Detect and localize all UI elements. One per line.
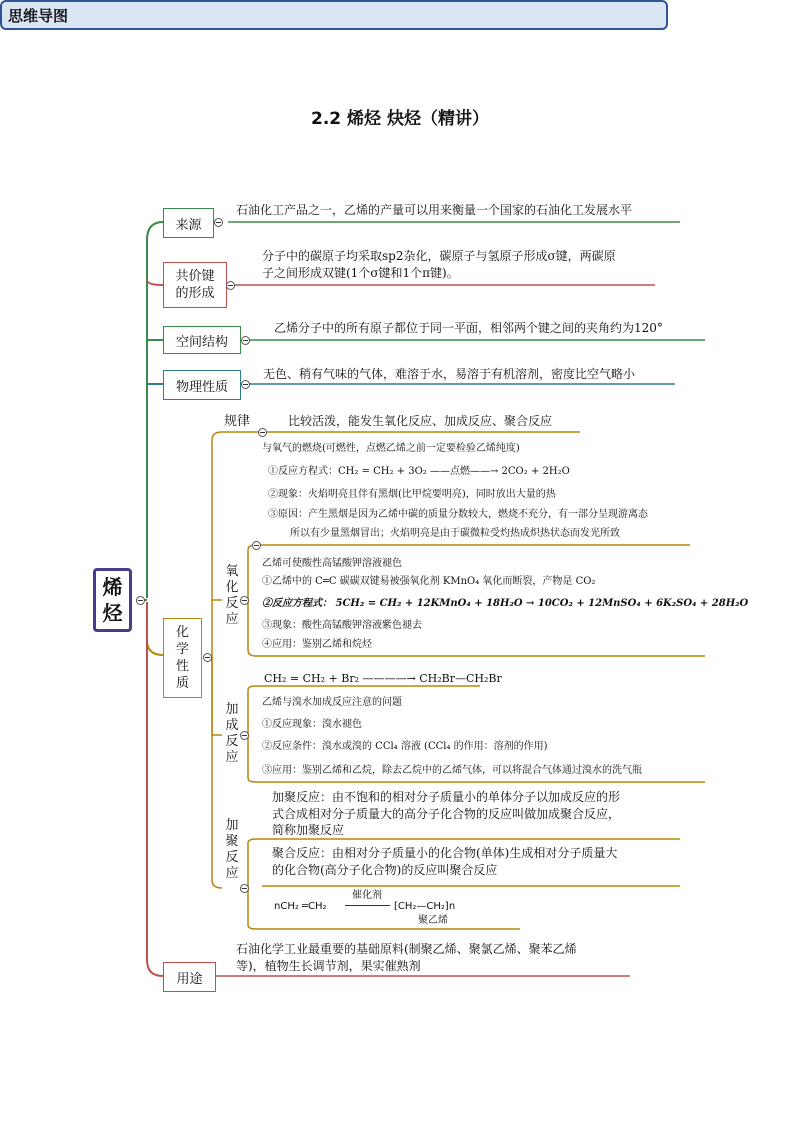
- branch-covalent-bond[interactable]: 共价键 的形成: [163, 262, 227, 308]
- reaction-arrow: [345, 905, 390, 906]
- collapse-icon[interactable]: [240, 731, 249, 740]
- branch-chemical-properties[interactable]: 化 学 性 质: [163, 618, 202, 698]
- polymer-catalyst: 催化剂: [352, 890, 382, 901]
- polymer-def-3: 简称加聚反应: [272, 823, 345, 837]
- addition-note-4: ③应用：鉴别乙烯和乙烷，除去乙烷中的乙烯气体，可以将混合气体通过溴水的洗气瓶: [262, 765, 642, 776]
- polymer-poly-1: 聚合反应：由相对分子质量小的化合物(单体)生成相对分子质量大: [272, 846, 618, 860]
- kmno4-line-1: 乙烯可使酸性高锰酸钾溶液褪色: [262, 558, 402, 569]
- use-text-2: 等)，植物生长调节剂，果实催熟剂: [236, 959, 421, 973]
- polymer-def-2: 式合成相对分子质量大的高分子化合物的反应叫做加成聚合反应，: [272, 807, 621, 821]
- rule-text: 比较活泼，能发生氧化反应、加成反应、聚合反应: [288, 414, 553, 428]
- collapse-icon[interactable]: [240, 596, 249, 605]
- addition-note-2: ①反应现象：溴水褪色: [262, 719, 362, 730]
- addition-label: 加 成 反 应: [225, 702, 239, 765]
- root-node-alkene[interactable]: 烯 烃: [93, 568, 132, 632]
- bond-text-2: 子之间形成双键(1个σ键和1个π键)。: [262, 266, 459, 280]
- physical-text: 无色、稍有气味的气体，难溶于水，易溶于有机溶剂，密度比空气略小: [263, 367, 636, 381]
- rule-label: 规律: [224, 414, 251, 429]
- collapse-icon[interactable]: [241, 336, 250, 345]
- kmno4-line-4: ③现象：酸性高锰酸钾溶液紫色褪去: [262, 620, 422, 631]
- collapse-icon[interactable]: [136, 596, 145, 605]
- combustion-line-1: 与氧气的燃烧(可燃性，点燃乙烯之前一定要检验乙烯纯度): [262, 443, 520, 454]
- combustion-line-3: ②现象：火焰明亮且伴有黑烟(比甲烷要明亮)，同时放出大量的热: [268, 489, 556, 500]
- addition-note-3: ②反应条件：溴水或溴的 CCl₄ 溶液 (CCl₄ 的作用：溶剂的作用): [262, 741, 548, 752]
- collapse-icon[interactable]: [252, 541, 261, 550]
- branch-physical-properties[interactable]: 物理性质: [163, 370, 241, 400]
- collapse-icon[interactable]: [203, 653, 212, 662]
- space-text: 乙烯分子中的所有原子都位于同一平面，相邻两个键之间的夹角约为120°: [274, 321, 663, 335]
- collapse-icon[interactable]: [241, 380, 250, 389]
- combustion-line-4: ③原因：产生黑烟是因为乙烯中碳的质量分数较大，燃烧不充分，有一部分呈现游离态: [268, 509, 648, 520]
- oxidation-label: 氧 化 反 应: [225, 564, 239, 627]
- kmno4-line-5: ④应用：鉴别乙烯和烷烃: [262, 639, 372, 650]
- bond-text-1: 分子中的碳原子均采取sp2杂化，碳原子与氢原子形成σ键，两碳原: [262, 249, 616, 263]
- polymer-product: 聚乙烯: [418, 915, 448, 926]
- section-title: 思维导图: [8, 7, 69, 25]
- kmno4-line-3: ②反应方程式： 5CH₂ = CH₂ + 12KMnO₄ + 18H₂O → 10CO₂ + 12MnSO₄ + 6K₂SO₄ + 28H₂O: [262, 598, 749, 609]
- addition-equation: CH₂ = CH₂ + Br₂ ————→ CH₂Br—CH₂Br: [264, 672, 502, 685]
- combustion-line-2: ①反应方程式：CH₂ = CH₂ + 3O₂ ——点燃——→ 2CO₂ + 2H₂O: [268, 466, 570, 477]
- page-title: 2.2 烯烃 炔烃（精讲）: [311, 109, 489, 129]
- polymer-poly-2: 的化合物(高分子化合物)的反应叫聚合反应: [272, 863, 498, 877]
- polymer-def-1: 加聚反应：由不饱和的相对分子质量小的单体分子以加成反应的形: [272, 790, 621, 804]
- collapse-icon[interactable]: [240, 884, 249, 893]
- branch-spatial-structure[interactable]: 空间结构: [163, 326, 241, 354]
- collapse-icon[interactable]: [226, 281, 235, 290]
- collapse-icon[interactable]: [214, 218, 223, 227]
- kmno4-line-2: ①乙烯中的 C═C 碳碳双键易被强氧化剂 KMnO₄ 氧化而断裂，产物是 CO₂: [262, 576, 596, 587]
- source-text: 石油化工产品之一，乙烯的产量可以用来衡量一个国家的石油化工发展水平: [236, 203, 633, 217]
- branch-use[interactable]: 用途: [163, 962, 216, 992]
- use-text-1: 石油化学工业最重要的基础原料(制聚乙烯、聚氯乙烯、聚苯乙烯: [236, 942, 577, 956]
- polymer-equation-left: nCH₂ ═CH₂: [274, 901, 327, 912]
- combustion-line-5: 所以有少量黑烟冒出；火焰明亮是由于碳微粒受灼热成炽热状态而发光所致: [290, 528, 620, 539]
- collapse-icon[interactable]: [258, 428, 267, 437]
- polymer-equation-right: ⁅CH₂—CH₂⁆n: [394, 901, 456, 912]
- branch-source[interactable]: 来源: [163, 208, 214, 238]
- addition-note-1: 乙烯与溴水加成反应注意的问题: [262, 697, 402, 708]
- polymerization-label: 加 聚 反 应: [225, 818, 239, 881]
